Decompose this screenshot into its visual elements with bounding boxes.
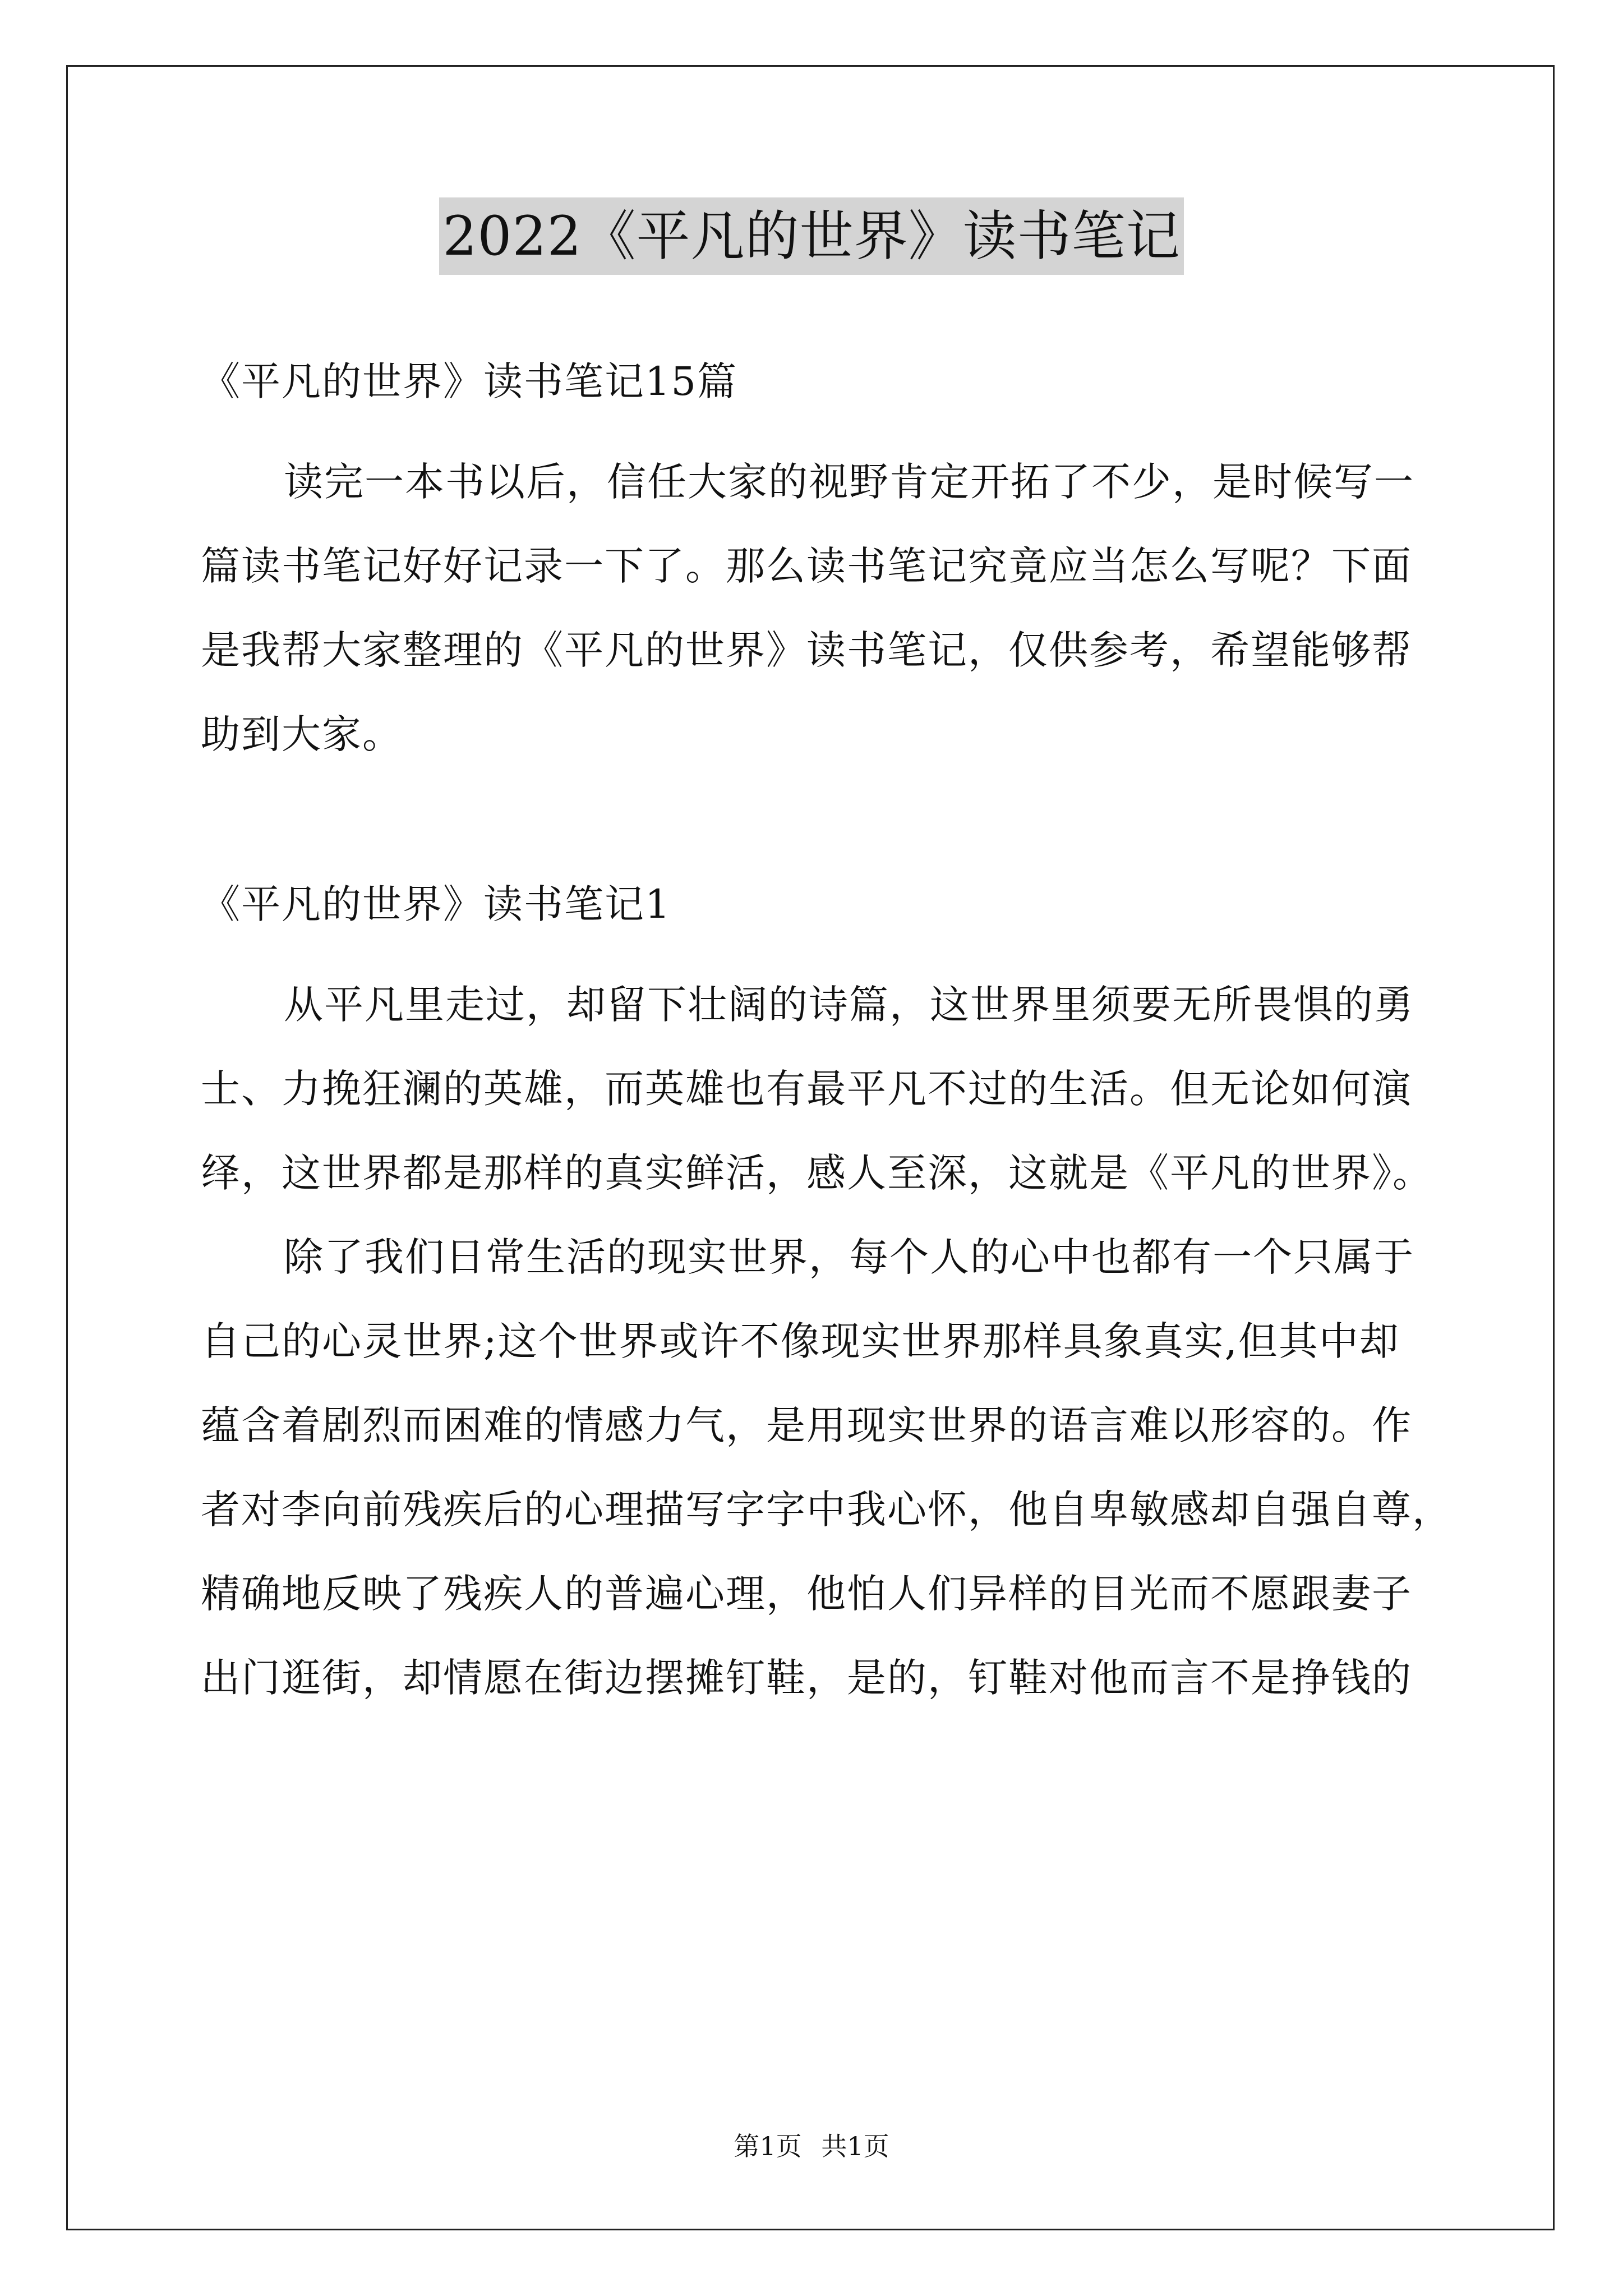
- paragraph-line: 蕴含着剧烈而困难的情感力气，是用现实世界的语言难以形容的。作: [201, 1402, 1412, 1448]
- intro-line: 篇读书笔记好好记录一下了。那么读书笔记究竟应当怎么写呢？下面: [201, 543, 1412, 589]
- paragraph-line: 绎，这世界都是那样的真实鲜活，感人至深，这就是《平凡的世界》。: [201, 1150, 1433, 1196]
- intro-line: 助到大家。: [201, 711, 403, 757]
- paragraph-line: 从平凡里走过，却留下壮阔的诗篇，这世界里须要无所畏惧的勇: [284, 982, 1414, 1028]
- paragraph-line: 自己的心灵世界;这个世界或许不像现实世界那样具象真实,但其中却: [201, 1318, 1400, 1364]
- document-body: [201, 348, 1453, 1720]
- intro-paragraph: [201, 440, 1429, 776]
- paragraph-line: 者对李向前残疾后的心理描写字字中我心怀，他自卑敏感却自强自尊，: [201, 1487, 1453, 1533]
- section-heading: 《平凡的世界》读书笔记1: [201, 881, 671, 927]
- document-title: 2022《平凡的世界》读书笔记: [439, 197, 1183, 275]
- intro-line: 是我帮大家整理的《平凡的世界》读书笔记，仅供参考，希望能够帮: [201, 627, 1412, 673]
- paragraph-line: 出门逛街，却情愿在街边摆摊钉鞋，是的，钉鞋对他而言不是挣钱的: [201, 1655, 1412, 1701]
- page-number-current: 第1页: [734, 2131, 802, 2161]
- paragraph-1: [201, 963, 1433, 1215]
- paragraph-line: 精确地反映了残疾人的普遍心理，他怕人们异样的目光而不愿跟妻子: [201, 1571, 1412, 1617]
- intro-line: 读完一本书以后，信任大家的视野肯定开拓了不少，是时候写一: [284, 459, 1414, 505]
- page-number-total: 共1页: [821, 2131, 889, 2161]
- paragraph-line: 除了我们日常生活的现实世界，每个人的心中也都有一个只属于: [284, 1234, 1414, 1280]
- spacer: [201, 776, 1429, 871]
- title-wrap: [0, 197, 1623, 275]
- page-footer: [0, 2129, 1623, 2163]
- document-subtitle: 《平凡的世界》读书笔记15篇: [201, 358, 738, 404]
- paragraph-line: 士、力挽狂澜的英雄，而英雄也有最平凡不过的生活。但无论如何演: [201, 1066, 1412, 1112]
- paragraph-2: [201, 1215, 1453, 1720]
